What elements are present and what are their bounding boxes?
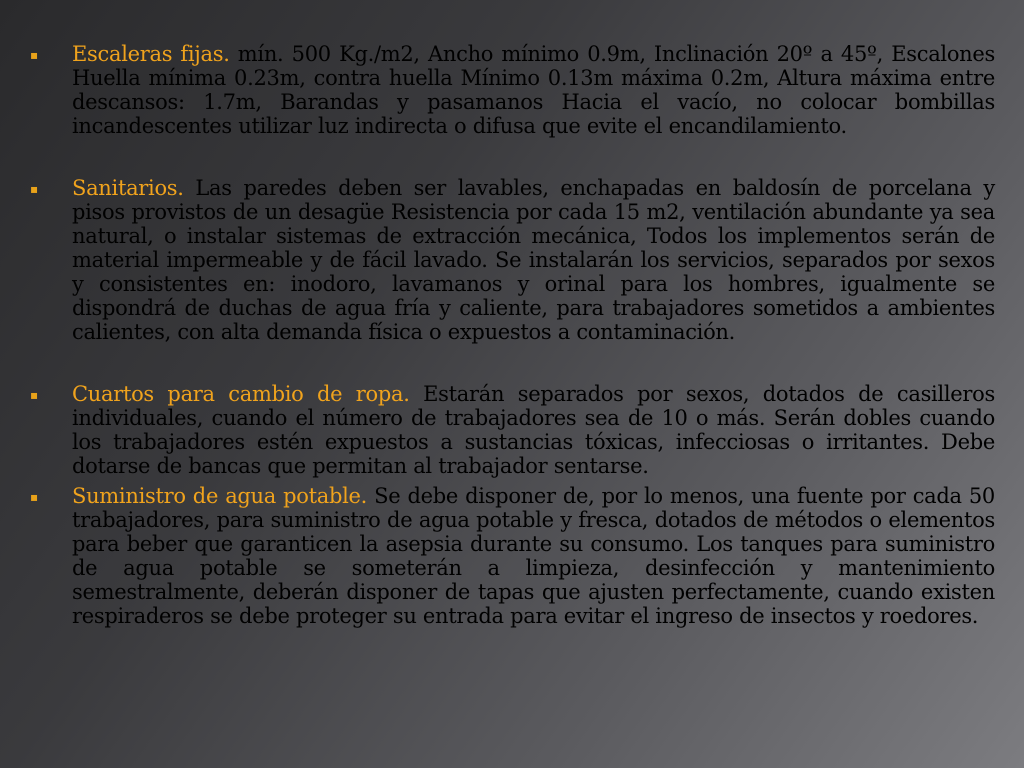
item-body: Estarán separados por sexos, dotados de casilleros individuales, cuando el número de trabajadores sea de 10 o más. Serán dobles cuando los trabajadores estén expuestos a sustancias tóxicas, infecciosas o irritantes. Debe dotarse de bancas que permitan al trabajador sentarse.	[72, 382, 995, 478]
bullet-square-icon: ▪	[30, 48, 38, 62]
bullet-square-icon: ▪	[30, 490, 38, 504]
bullet-list	[30, 42, 995, 628]
item-heading: Sanitarios.	[72, 176, 184, 200]
list-item-cuartos	[30, 382, 995, 478]
list-item-escaleras	[30, 42, 995, 138]
list-item-sanitarios	[30, 176, 995, 344]
item-body: Las paredes deben ser lavables, enchapadas en baldosín de porcelana y pisos provistos de un desagüe Resistencia por cada 15 m2, ventilación abundante ya sea natural, o instalar sistemas de extracción mecánica, Todos los implementos serán de material impermeable y de fácil lavado. Se instalarán los servicios, separados por sexos y consistentes en: inodoro, lavamanos y orinal para los hombres, igualmente se dispondrá de duchas de agua fría y caliente, para trabajadores sometidos a ambientes calientes, con alta demanda física o expuestos a contaminación.	[72, 176, 995, 344]
item-body: Se debe disponer de, por lo menos, una fuente por cada 50 trabajadores, para suministro de agua potable y fresca, dotados de métodos o elementos para beber que garanticen la asepsia durante su consumo. Los tanques para suministro de agua potable se someterán a limpieza, desinfección y mantenimiento semestralmente, deberán disponer de tapas que ajusten perfectamente, cuando existen respiraderos se debe proteger su entrada para evitar el ingreso de insectos y roedores.	[72, 484, 995, 628]
bullet-square-icon: ▪	[30, 388, 38, 402]
item-heading: Suministro de agua potable.	[72, 484, 368, 508]
item-body: mín. 500 Kg./m2, Ancho mínimo 0.9m, Inclinación 20º a 45º, Escalones Huella mínima 0.23m, contra huella Mínimo 0.13m máxima 0.2m, Altura máxima entre descansos: 1.7m, Barandas y pasamanos Hacia el vacío, no colocar bombillas incandescentes utilizar luz indirecta o difusa que evite el encandilamiento.	[72, 42, 996, 138]
item-heading: Escaleras fijas.	[72, 42, 230, 66]
bullet-square-icon: ▪	[30, 182, 38, 196]
list-item-agua-potable	[30, 484, 995, 628]
item-heading: Cuartos para cambio de ropa.	[72, 382, 410, 406]
